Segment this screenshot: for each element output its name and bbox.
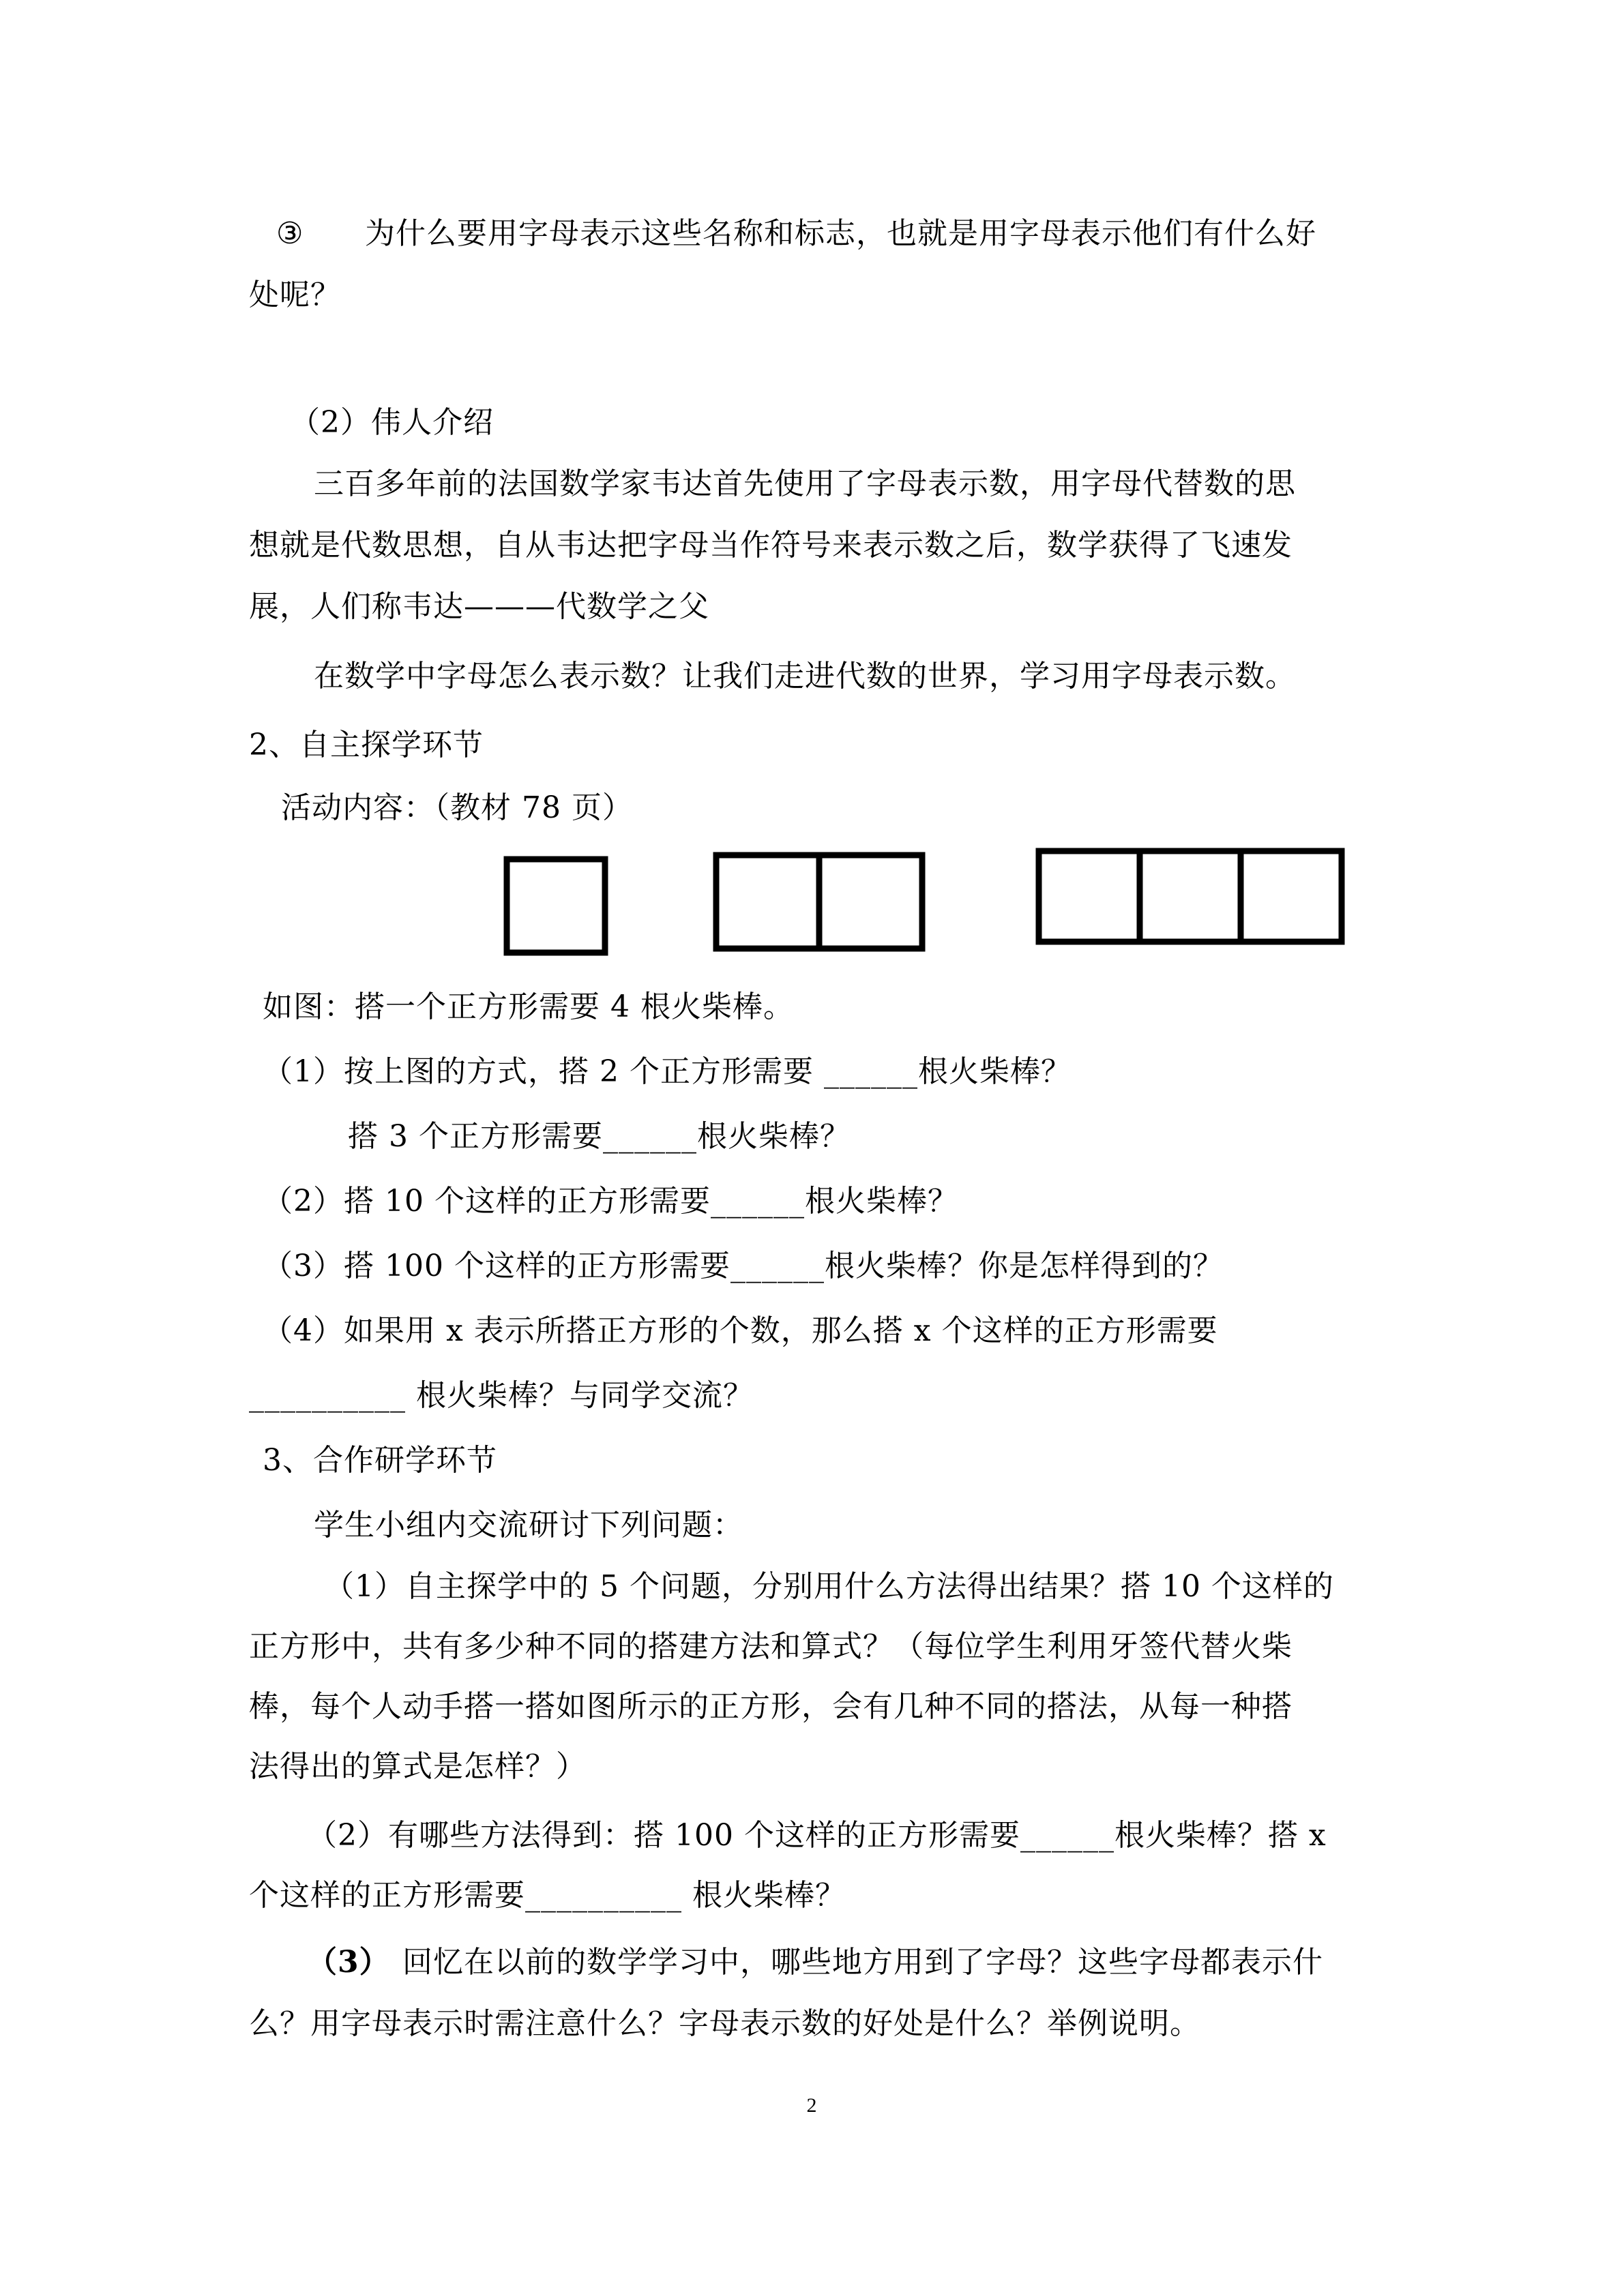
question-3-line-2: 处呢？: [249, 278, 341, 312]
problem-1-line-a: （1）按上图的方式，搭 2 个正方形需要 ______根火柴棒？: [263, 1054, 1072, 1089]
collab-3-number: （3）: [307, 1945, 390, 1980]
square: [1140, 851, 1241, 942]
collab-1-line-a: （1）自主探学中的 5 个问题，分别用什么方法得出结果？搭 10 个这样的: [324, 1569, 1334, 1604]
figure-group-2-squares: [716, 855, 922, 949]
question-3-line-1: 为什么要用字母表示这些名称和标志，也就是用字母表示他们有什么好: [365, 216, 1316, 251]
collab-1-line-c: 棒，每个人动手搭一搭如图所示的正方形，会有几种不同的搭法，从每一种搭: [249, 1689, 1293, 1724]
collab-2-line-b: 个这样的正方形需要__________ 根火柴棒？: [249, 1878, 846, 1913]
figure-group-3-squares: [1039, 851, 1342, 942]
problem-1-line-b: 搭 3 个正方形需要______根火柴棒？: [348, 1119, 851, 1154]
figure-caption: 如图：搭一个正方形需要 4 根火柴棒。: [263, 989, 794, 1024]
figure-group-1-square: [507, 859, 605, 953]
section-2-heading: 2、自主探学环节: [249, 728, 484, 762]
collab-3-line-a: 回忆在以前的数学学习中，哪些地方用到了字母？这些字母都表示什: [402, 1945, 1323, 1980]
square: [716, 855, 819, 949]
collab-1-line-b: 正方形中，共有多少种不同的搭建方法和算式？（每位学生利用牙签代替火柴: [249, 1629, 1293, 1664]
intro-line-3: 展，人们称韦达———代数学之父: [249, 589, 709, 624]
collab-1-line-d: 法得出的算式是怎样？）: [249, 1749, 587, 1784]
collab-3-line-b: 么？用字母表示时需注意什么？字母表示数的好处是什么？举例说明。: [249, 2006, 1200, 2041]
question-3-number: ③: [276, 216, 304, 251]
square: [507, 859, 605, 953]
intro-line-4: 在数学中字母怎么表示数？让我们走进代数的世界，学习用字母表示数。: [314, 659, 1296, 694]
square: [1241, 851, 1342, 942]
intro-line-2: 想就是代数思想，自从韦达把字母当作符号来表示数之后，数学获得了飞速发: [249, 528, 1293, 563]
page-number: 2: [806, 2094, 817, 2117]
activity-line: 活动内容：（教材 78 页）: [281, 790, 633, 825]
problem-2: （2）搭 10 个这样的正方形需要______根火柴棒？: [263, 1184, 958, 1219]
square: [819, 855, 922, 949]
great-person-heading: （2）伟人介绍: [290, 405, 494, 440]
section-3-heading: 3、合作研学环节: [263, 1443, 497, 1478]
group-intro: 学生小组内交流研讨下列问题：: [314, 1508, 743, 1542]
square: [1039, 851, 1140, 942]
intro-line-1: 三百多年前的法国数学家韦达首先使用了字母表示数，用字母代替数的思: [314, 466, 1296, 501]
collab-2-line-a: （2）有哪些方法得到：搭 100 个这样的正方形需要______根火柴棒？搭 x: [307, 1818, 1327, 1853]
problem-3: （3）搭 100 个这样的正方形需要______根火柴棒？你是怎样得到的？: [263, 1249, 1224, 1283]
problem-4-line-a: （4）如果用 x 表示所搭正方形的个数，那么搭 x 个这样的正方形需要: [263, 1313, 1218, 1348]
problem-4-line-b: __________ 根火柴棒？与同学交流？: [249, 1378, 754, 1413]
